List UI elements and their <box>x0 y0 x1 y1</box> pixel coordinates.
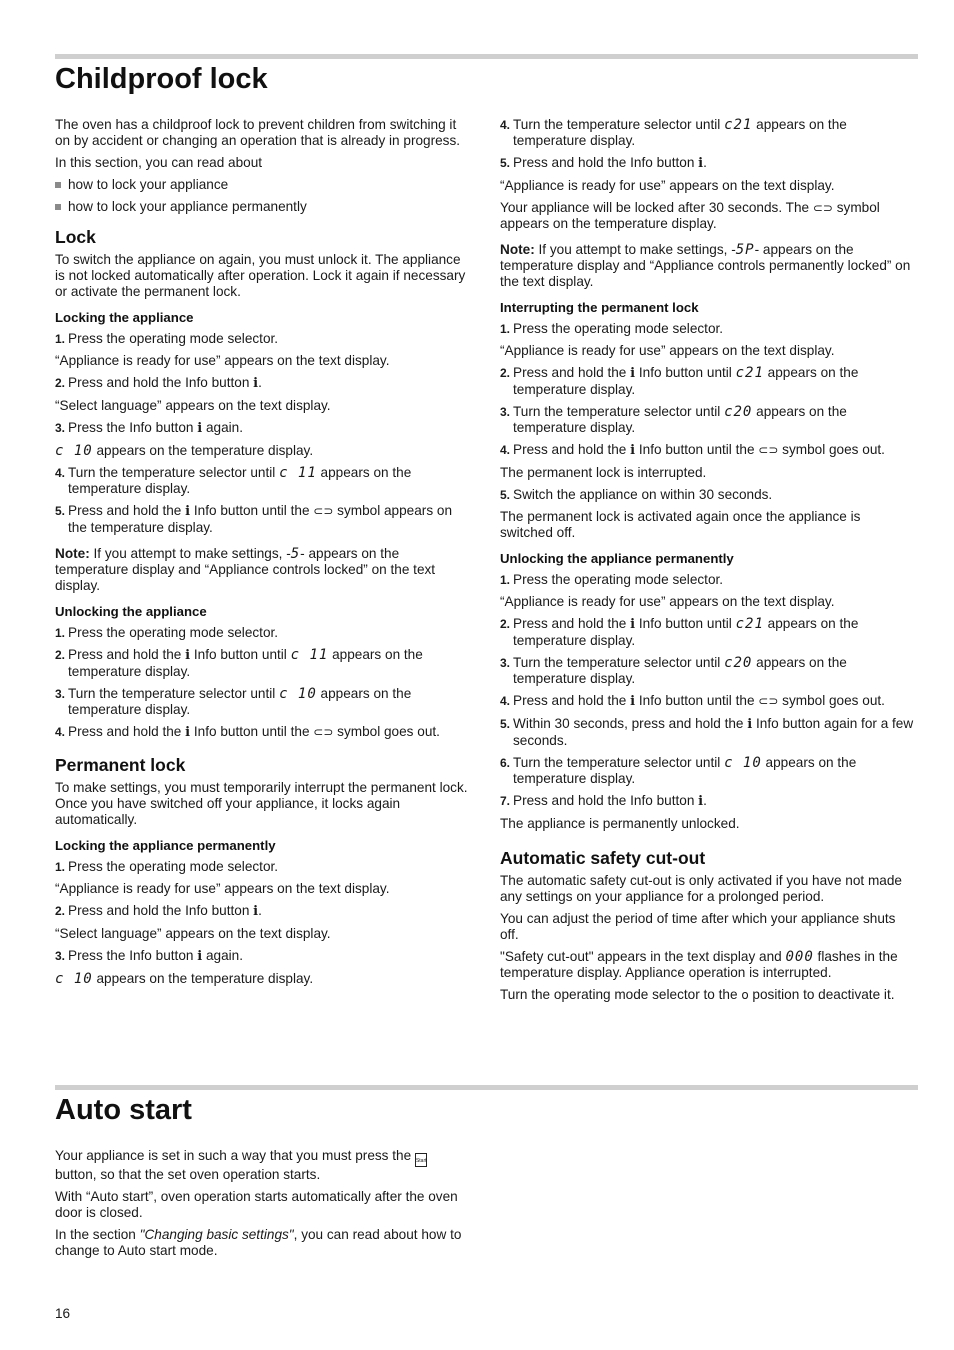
step: 3. Turn the temperature selector until c20 appears on the temperature display. <box>500 655 847 686</box>
top-divider <box>55 54 918 59</box>
heading-locking-appliance: Locking the appliance <box>55 310 194 325</box>
step: 1. Press the operating mode selector. <box>55 331 279 346</box>
step: 1. Press the operating mode selector. <box>500 572 724 587</box>
list-item: how to lock your appliance permanently <box>55 199 470 215</box>
off-position-icon: o <box>741 988 749 1002</box>
step-result: The permanent lock is interrupted. <box>500 465 707 480</box>
safety-paragraph-4: Turn the operating mode selector to the o position to deactivate it. <box>500 987 895 1002</box>
key-icon: ⊂⊃ <box>758 694 779 708</box>
display-code: c 11 <box>279 465 317 481</box>
left-column <box>55 117 470 993</box>
info-icon: i <box>630 366 636 381</box>
step: 3. Turn the temperature selector until c20 appears on the temperature display. <box>500 404 847 435</box>
display-code: c 10 <box>55 971 93 987</box>
step: 3. Press the Info button i again. <box>55 420 244 436</box>
note-paragraph: Note: If you attempt to make settings, -5P- appears on the temperature display and “Appliance controls permanently locked” on the text display. <box>500 242 911 289</box>
step: 5. Press and hold the i Info button until the ⊂⊃ symbol appears on the temperature display. <box>55 503 453 535</box>
display-code: 5 <box>290 546 301 562</box>
key-icon: ⊂⊃ <box>812 201 833 215</box>
step: 4. Turn the temperature selector until c 11 appears on the temperature display. <box>55 465 412 496</box>
info-icon: i <box>197 421 203 436</box>
step-result: “Appliance is ready for use” appears on the text display. <box>500 594 835 609</box>
read-about-text: In this section, you can read about <box>55 155 263 170</box>
note-paragraph: Note: If you attempt to make settings, -5- appears on the temperature display and “Appliance controls locked” on the text display. <box>55 546 436 593</box>
safety-paragraph-2: You can adjust the period of time after which your appliance shuts off. <box>500 911 896 942</box>
display-code: c 10 <box>279 686 317 702</box>
heading-permanent-lock: Permanent lock <box>55 755 186 775</box>
step: 1. Press the operating mode selector. <box>500 321 724 336</box>
info-icon: i <box>630 694 636 709</box>
step: 6. Turn the temperature selector until c 10 appears on the temperature display. <box>500 755 857 786</box>
info-icon: i <box>185 504 191 519</box>
display-code: c 10 <box>55 443 93 459</box>
info-icon: i <box>630 617 636 632</box>
auto-start-column <box>55 1148 470 1265</box>
lock-paragraph: To switch the appliance on again, you must unlock it. The appliance is not locked automatically after operation. Lock it again if necessary or activate the permanent lock. <box>55 252 466 299</box>
permanent-lock-paragraph: To make settings, you must temporarily interrupt the permanent lock. Once you have switched off your appliance, it locks again automatically. <box>55 780 468 827</box>
step-result: “Select language” appears on the text display. <box>55 398 331 413</box>
display-code: c21 <box>724 117 753 133</box>
heading-unlocking-appliance: Unlocking the appliance <box>55 604 207 619</box>
key-icon: ⊂⊃ <box>758 443 779 457</box>
step: 1. Press the operating mode selector. <box>55 625 279 640</box>
info-icon: i <box>253 376 259 391</box>
display-code: 5P <box>735 242 755 258</box>
page-title-childproof-lock: Childproof lock <box>55 63 268 95</box>
step: 3. Turn the temperature selector until c 10 appears on the temperature display. <box>55 686 412 717</box>
info-icon: i <box>253 904 259 919</box>
key-icon: ⊂⊃ <box>313 504 334 518</box>
display-code: c21 <box>735 616 764 632</box>
page-number: 16 <box>55 1306 71 1321</box>
display-code: c20 <box>724 655 753 671</box>
intro-paragraph: The oven has a childproof lock to prevent children from switching it on by accident or changing an operation that is already in progress. <box>55 117 461 148</box>
right-column <box>500 117 915 1009</box>
step: 4. Turn the temperature selector until c21 appears on the temperature display. <box>500 117 847 148</box>
safety-paragraph-3: "Safety cut-out" appears in the text display and 000 flashes in the temperature display. Appliance operation is interrupted. <box>500 949 898 980</box>
step: 4. Press and hold the i Info button until the ⊂⊃ symbol goes out. <box>500 693 885 709</box>
locked-info-paragraph: Your appliance will be locked after 30 seconds. The ⊂⊃ symbol appears on the temperature display. <box>500 200 880 231</box>
display-code: c20 <box>724 404 753 420</box>
display-code: c21 <box>735 365 764 381</box>
info-icon: i <box>185 648 191 663</box>
section-divider <box>55 1085 918 1090</box>
step: 2. Press and hold the i Info button until c21 appears on the temperature display. <box>500 616 859 648</box>
step-result: c 10 appears on the temperature display. <box>55 443 314 459</box>
step-result: c 10 appears on the temperature display. <box>55 971 314 987</box>
step: 2. Press and hold the Info button i. <box>55 903 262 919</box>
step-result: “Appliance is ready for use” appears on the text display. <box>500 343 835 358</box>
step: 2. Press and hold the Info button i. <box>55 375 262 391</box>
heading-lock: Lock <box>55 227 96 247</box>
auto-start-paragraph-2: With “Auto start”, oven operation starts automatically after the oven door is closed. <box>55 1189 458 1220</box>
info-icon: i <box>630 443 636 458</box>
safety-paragraph-1: The automatic safety cut-out is only activated if you have not made any settings on your appliance for a prolonged period. <box>500 873 902 904</box>
step-result: “Appliance is ready for use” appears on the text display. <box>500 178 835 193</box>
auto-start-paragraph-3: In the section "Changing basic settings", you can read about how to change to Auto start mode. <box>55 1227 462 1258</box>
page-title-auto-start: Auto start <box>55 1094 192 1126</box>
info-icon: i <box>197 949 203 964</box>
list-item: how to lock your appliance <box>55 177 470 193</box>
heading-automatic-safety-cut-out: Automatic safety cut-out <box>500 848 706 868</box>
display-code: c 11 <box>290 647 329 663</box>
step: 5. Press and hold the Info button i. <box>500 155 707 171</box>
step: 5. Within 30 seconds, press and hold the i Info button again for a few seconds. <box>500 716 914 748</box>
unlock-after-paragraph: The appliance is permanently unlocked. <box>500 816 740 831</box>
step: 4. Press and hold the i Info button until the ⊂⊃ symbol goes out. <box>55 724 440 740</box>
step: 2. Press and hold the i Info button until c21 appears on the temperature display. <box>500 365 859 397</box>
info-icon: i <box>747 717 753 732</box>
step: 3. Press the Info button i again. <box>55 948 244 964</box>
heading-interrupting-permanent-lock: Interrupting the permanent lock <box>500 300 699 315</box>
heading-unlocking-permanently: Unlocking the appliance permanently <box>500 551 734 566</box>
info-icon: i <box>698 156 704 171</box>
display-code: 000 <box>785 949 814 965</box>
step: 2. Press and hold the i Info button until c 11 appears on the temperature display. <box>55 647 423 679</box>
info-icon: i <box>698 794 704 809</box>
step: 4. Press and hold the i Info button until the ⊂⊃ symbol goes out. <box>500 442 885 458</box>
step: 7. Press and hold the Info button i. <box>500 793 707 809</box>
auto-start-paragraph-1: Your appliance is set in such a way that you must press the Start button, so that the set oven operation starts. <box>55 1148 427 1182</box>
heading-locking-permanently: Locking the appliance permanently <box>55 838 276 853</box>
start-button-icon: Start <box>415 1153 427 1167</box>
interrupt-after-paragraph: The permanent lock is activated again once the appliance is switched off. <box>500 509 861 540</box>
step-result: “Appliance is ready for use” appears on the text display. <box>55 353 390 368</box>
display-code: c 10 <box>724 755 762 771</box>
info-icon: i <box>185 725 191 740</box>
step: 1. Press the operating mode selector. <box>55 859 279 874</box>
step-result: “Select language” appears on the text display. <box>55 926 331 941</box>
step: 5. Switch the appliance on within 30 seconds. <box>500 487 773 502</box>
step-result: “Appliance is ready for use” appears on the text display. <box>55 881 390 896</box>
key-icon: ⊂⊃ <box>313 725 334 739</box>
